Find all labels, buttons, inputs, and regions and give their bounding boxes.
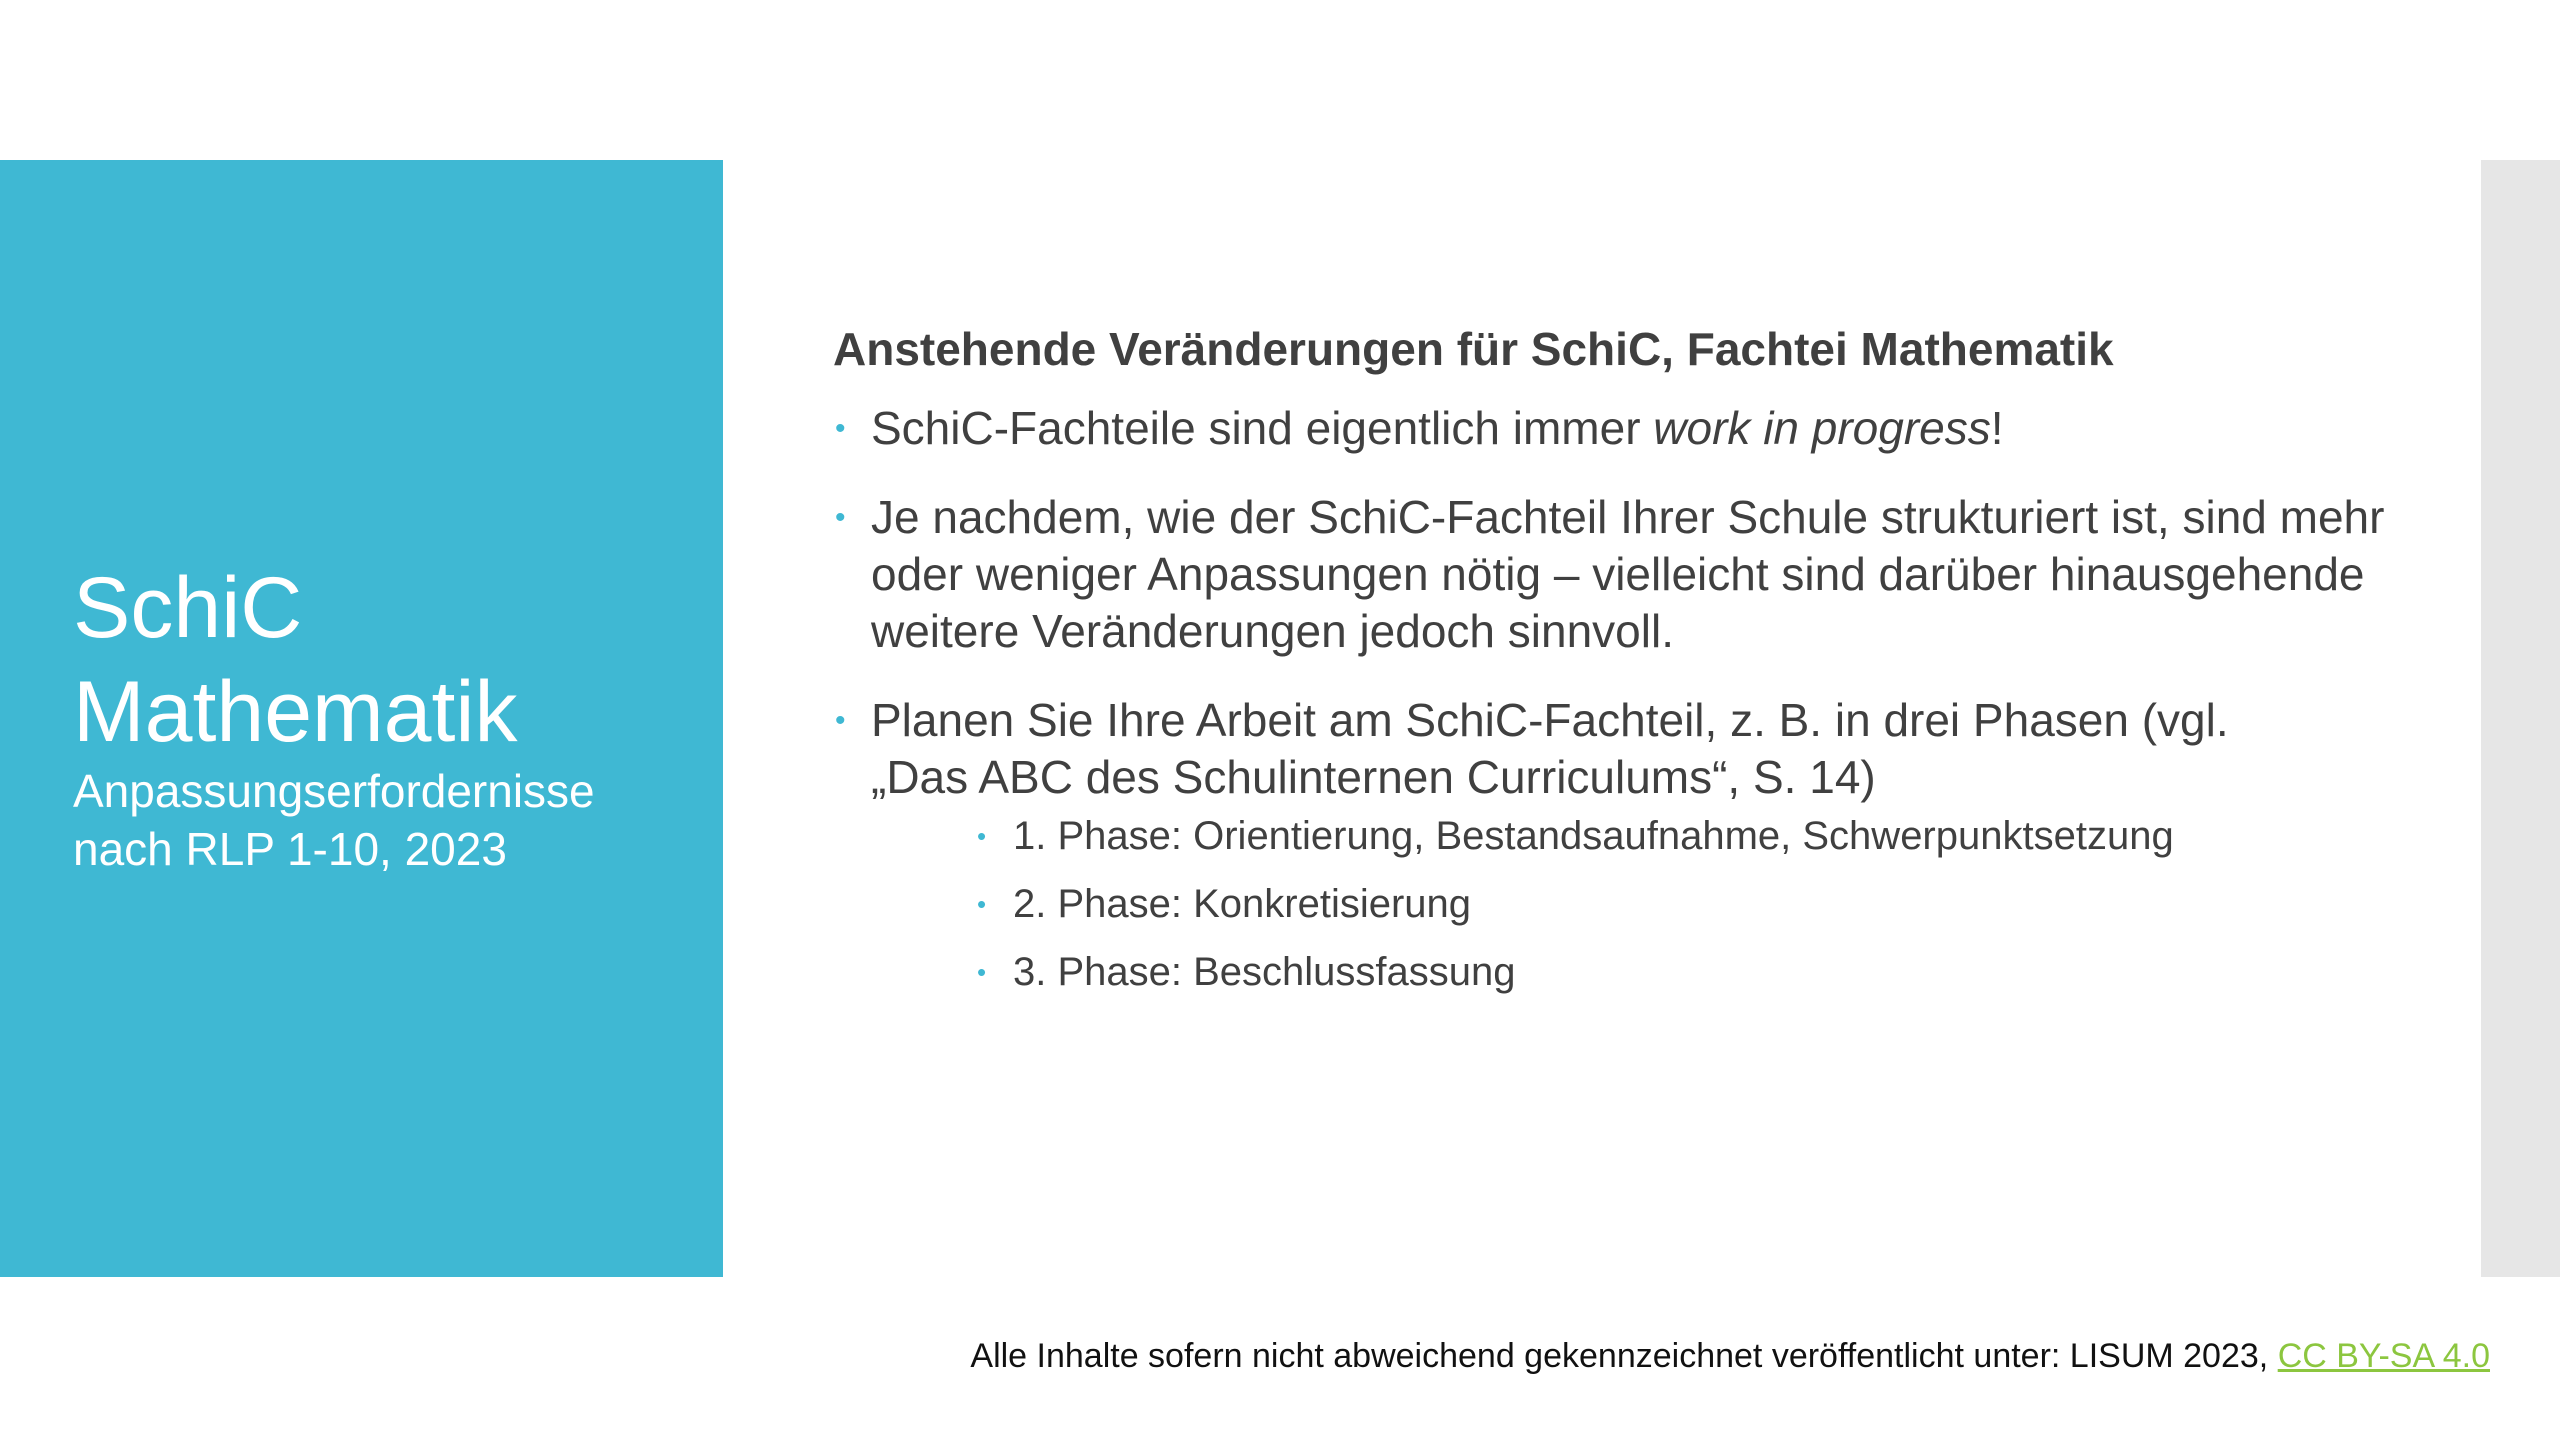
phase-3-text: 3. Phase: Beschlussfassung bbox=[1013, 950, 1516, 994]
bullet-dot-icon: • bbox=[835, 501, 846, 534]
phase-item-1 bbox=[975, 810, 2393, 862]
license-link[interactable]: CC BY-SA 4.0 bbox=[2277, 1337, 2490, 1375]
bullet-3-line2: „Das ABC des Schulinternen Curriculums“, S. 14) bbox=[871, 751, 1876, 803]
bullet-item-1 bbox=[833, 400, 2393, 457]
slide-title-line1: SchiC bbox=[73, 560, 303, 656]
phase-item-3 bbox=[975, 946, 2393, 998]
bullet-item-3 bbox=[833, 692, 2393, 998]
footer-text: Alle Inhalte sofern nicht abweichend gekennzeichnet veröffentlicht unter: LISUM 2023, bbox=[970, 1337, 2278, 1375]
bullet-1-emphasis: work in progress bbox=[1653, 402, 1991, 454]
slide-subtitle-line1: Anpassungserfordernisse bbox=[73, 765, 595, 817]
bullet-item-2 bbox=[833, 489, 2393, 660]
slide-subtitle-line2: nach RLP 1-10, 2023 bbox=[73, 823, 507, 875]
bullet-1-end: ! bbox=[1990, 402, 2004, 454]
phase-2-text: 2. Phase: Konkretisierung bbox=[1013, 882, 1472, 926]
content-heading: Anstehende Veränderungen für SchiC, Fachtei Mathematik bbox=[833, 323, 2114, 375]
bullet-dot-icon: • bbox=[977, 957, 987, 987]
bullet-2-text: Je nachdem, wie der SchiC-Fachteil Ihrer Schule strukturiert ist, sind mehr oder weniger Anpassungen nötig – vielleicht sind darüber hinausgehende weitere Veränderungen jedoch sinnvoll. bbox=[871, 491, 2385, 657]
content-area bbox=[833, 314, 2393, 1030]
bullet-dot-icon: • bbox=[835, 704, 846, 737]
license-footer bbox=[970, 1334, 2490, 1378]
slide-title bbox=[73, 556, 713, 764]
bullet-dot-icon: • bbox=[835, 412, 846, 445]
slide-subtitle bbox=[73, 762, 713, 878]
phase-item-2 bbox=[975, 878, 2393, 930]
bullet-1-text: SchiC-Fachteile sind eigentlich immer bbox=[871, 402, 1654, 454]
phase-list bbox=[871, 810, 2393, 998]
bullet-3-line1: Planen Sie Ihre Arbeit am SchiC-Fachteil, z. B. in drei Phasen (vgl. bbox=[871, 694, 2229, 746]
right-decor-strip bbox=[2481, 160, 2560, 1277]
slide-title-line2: Mathematik bbox=[73, 664, 518, 760]
bullet-dot-icon: • bbox=[977, 889, 987, 919]
phase-1-text: 1. Phase: Orientierung, Bestandsaufnahme, Schwerpunktsetzung bbox=[1013, 814, 2174, 858]
bullet-list bbox=[833, 400, 2393, 998]
bullet-dot-icon: • bbox=[977, 821, 987, 851]
